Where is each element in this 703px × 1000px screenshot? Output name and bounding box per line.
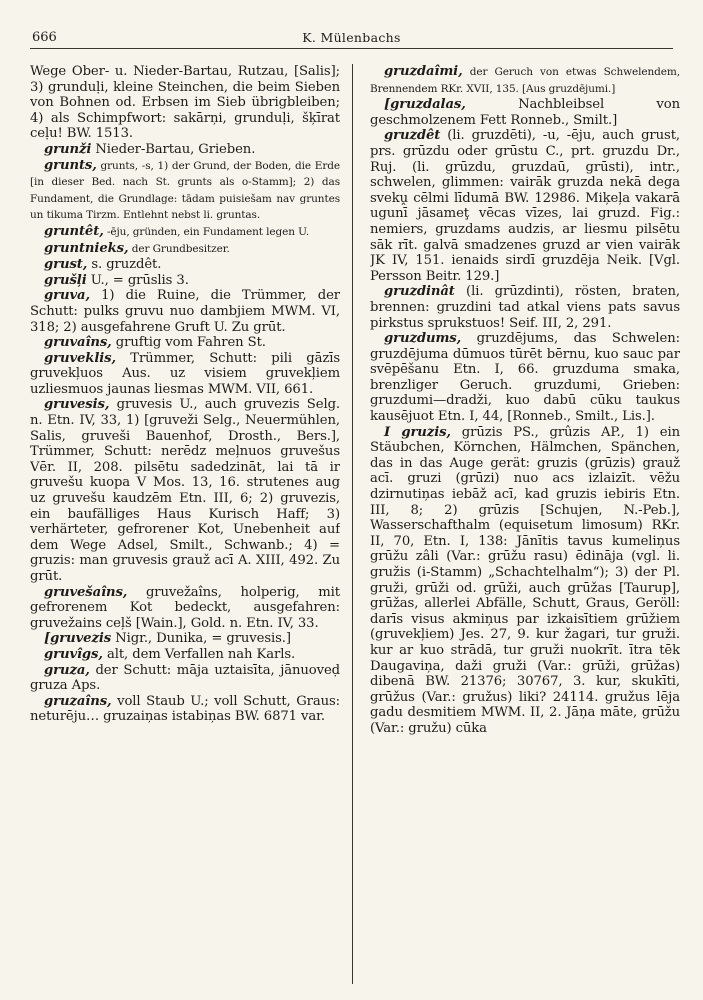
dictionary-entry (30, 694, 340, 725)
entry-headword: gruntêt, (44, 223, 104, 239)
dictionary-entry (370, 97, 680, 128)
dictionary-entry (30, 273, 340, 289)
entry-definition: s. gruzdêt. (87, 257, 162, 273)
entry-headword: grunts, (44, 157, 97, 173)
dictionary-entry (30, 142, 340, 158)
dictionary-entry (30, 631, 340, 647)
entry-headword: gruzdinât (384, 284, 455, 300)
entry-definition: Nigr., Dunika, = gruvesis.] (111, 631, 291, 647)
left-column (30, 64, 340, 984)
entry-definition: Trümmer, Schutt: pili gāzīs gruvekļuos Aus. uz visiem gruvekļiem uzliesmuos jaunas liesmas MWM. VII, 661. (30, 350, 340, 397)
dictionary-entry (30, 351, 340, 398)
entry-headword: gruvesis, (44, 397, 110, 413)
page-number: 666 (32, 30, 57, 45)
dictionary-entry (370, 284, 680, 331)
entry-definition: der Grundbesitzer. (128, 242, 230, 255)
entry-headword: gruzaîns, (44, 693, 112, 709)
entry-headword: gruvaîns, (44, 335, 112, 351)
dictionary-entry (30, 224, 340, 241)
entry-headword: gruza, (44, 662, 90, 678)
entry-definition: der Schutt: māja uztaisīta, jānuoveḍ gruza Aps. (30, 662, 340, 694)
dictionary-entry (30, 585, 340, 632)
entry-definition: gruvesis U., auch gruvezis Selg. n. Etn. IV, 33, 1) [gruveži Selg., Neuermühlen, Salis, gruveši Bauenhof, Drosth., Bers.], Trümmer, Schutt: nerēdz meļnuos gruvešus Vēr. II, 208. pilsētu sadedzināt, lai tā ir gruvešu kuopa V Mos. 13, 16. strutenes aug uz gruvešu kaudzēm Etn. III, 6; 2) gruvezis, ein baufälliges Haus Kurisch Haff; 3) verhärteter, gefrorener Kot, Unebenheit auf dem Wege Adsel, Smilt., Schwanb.; 4) = gruzis: man gruvesis grauž acī A. XIII, 492. Zu grūt. (30, 397, 340, 584)
entry-definition: Nachbleibsel von geschmolzenem Fett Ronneb., Smilt.] (370, 97, 680, 128)
dictionary-entry (30, 335, 340, 351)
column-divider (352, 64, 353, 984)
entry-headword: gruzdums, (384, 331, 462, 347)
entry-definition: -ēju, gründen, ein Fundament legen U. (103, 225, 310, 238)
entry-headword: [gruvezis (44, 631, 112, 647)
page-header (30, 26, 673, 49)
running-head: K. Mülenbachs (302, 30, 401, 45)
dictionary-entry (30, 397, 340, 584)
entry-definition: voll Staub U.; voll Schutt, Graus: neturēju… gruzaiņas istabiņas BW. 6871 var. (30, 693, 340, 725)
entry-definition: U., = grūslis 3. (86, 272, 189, 288)
dictionary-entry (30, 647, 340, 663)
entry-headword: grust, (44, 257, 88, 273)
dictionary-entry (30, 64, 340, 142)
entry-definition: (li. gruzdēti), -u, -ēju, auch grust, prs. grūzdu oder grūstu C., prt. gruzdu Dr., Ruj. (li. grūzdu, gruzdaū, grūsti), intr., schwelen, glimmen: vairāk gruzda nekā dega svekṷ cēlmi līdumā BW. 12986. Miķeļa vakarā ugunī jāsameţ vēcas vīzes, lai gruzd. Fig.: nemiers, gruzdams audzis, ar liesmu pilsētu sāk rīt. galvā smadzenes gruzd ar vien vairāk JK IV, 151. ienaids sirdī gruzdēja Neik. [Vgl. Persson Beitr. 129.] (370, 128, 680, 284)
dictionary-entry (370, 64, 680, 97)
dictionary-entry (30, 241, 340, 258)
dictionary-entry (30, 663, 340, 694)
entry-headword: gruntnieks, (44, 240, 129, 256)
entry-definition: alt, dem Verfallen nah Karls. (102, 646, 296, 662)
entry-headword: gruvîgs, (44, 646, 103, 662)
dictionary-entry (30, 257, 340, 273)
entry-definition: (li. grūzdinti), rösten, braten, brennen: gruzdini tad atkal viens pats savus pirkstus sprukstuos! Seif. III, 2, 291. (370, 284, 680, 331)
entry-headword: gruzdaîmi, (384, 64, 463, 79)
dictionary-entry (370, 425, 680, 737)
entry-definition: Wege Ober- u. Nieder-Bartau, Rutzau, [Salis]; 3) grunduḷi, kleine Steinchen, die beim Sieben von Bohnen od. Erbsen im Sieb übrigbleiben; 4) als Schimpfwort: sakārņi, grunduḷi, šķīrat ceḷu! BW. 1513. (30, 64, 340, 142)
entry-definition: gruftig vom Fahren St. (111, 335, 266, 351)
dictionary-entry (370, 128, 680, 284)
entry-headword: grušļi (44, 272, 87, 288)
entry-headword: I gruzis, (384, 424, 451, 440)
entry-headword: [gruzdalas, (384, 97, 466, 113)
dictionary-entry (30, 158, 340, 224)
entry-definition: 1) die Ruine, die Trümmer, der Schutt: pulks gruvu nuo dambjiem MWM. VI, 318; 2) ausgefahrene Gruft U. Zu grūt. (30, 288, 340, 335)
entry-definition: der Geruch von etwas Schwelendem, Brennendem RKr. XVII, 135. [Aus gruzdējumi.] (370, 66, 680, 95)
entry-definition: Nieder-Bartau, Grieben. (91, 141, 256, 157)
entry-headword: gruva, (44, 288, 90, 304)
right-column (370, 64, 680, 984)
entry-definition: grunts, -s, 1) der Grund, der Boden, die Erde [in dieser Bed. nach St. grunts als o-Stamm]; 2) das Fundament, die Grundlage: tādam puisiešam nav gruntes un tikuma Tirzm. Entlehnt nebst li. gruntas. (30, 159, 340, 222)
dictionary-entry (370, 331, 680, 425)
entry-headword: gruzdêt (384, 128, 441, 144)
entry-headword: gruvešaîns, (44, 584, 128, 600)
entry-definition: gruvežaîns, holperig, mit gefrorenem Kot bedeckt, ausgefahren: gruvežains ceļš [Wain.], Gold. n. Etn. IV, 33. (30, 584, 340, 631)
entry-headword: gruveklis, (44, 350, 116, 366)
entry-headword: grunži (44, 141, 92, 157)
dictionary-entry (30, 288, 340, 335)
entry-definition: grūzis PS., grûzis AP., 1) ein Stäubchen, Körnchen, Hälmchen, Spänchen, das in das Auge gerät: gruzis (grūzis) grauž acī. gruzi (grūzi) nuo acs izlaizīt. vēžu dzirnutiņas iebāž acī, kad gruzis iebiris Etn. III, 8; 2) grūzis [Schujen, N.-Peb.], Wasserschafthalm (equisetum limosum) RKr. II, 70, Etn. I, 138: Jānītis tavus kumeliņus grūžu zâli (Var.: grūžu rasu) ēdināja (vgl. li. gružis (i-Stamm) „Schachtelhalm“); 3) der Pl. gruži, grūži od. grūži, auch grūžas [Taurup], grūžas, allerlei Abfälle, Schutt, Graus, Geröll: darīs visus akmiņus par izkaisītiem grūžiem (gruvekļiem) Jes. 27, 9. kur žagari, tur gruži. kur ar kuo strādā, tur gruži nuokrīt. ītra tēk Daugaviņa, daži gruži (Var.: grūži, grūžas) dibenā BW. 21376; 30767, 3. kur, skukīti, grūžus (Var.: gružus) liki? 24114. gružus lēja gadu desmitiem MWM. II, 2. Jāņa māte, grūžu (Var.: gružu) cūka (370, 424, 680, 736)
entry-definition: gruzdējums, das Schwelen: gruzdējuma dūmuos tūrēt bērnu, kuo sauc par svēpēšanu Etn. I, 66. gruzduma smaka, brenzliger Geruch. gruzdumi, Grieben: gruzdumi—dradži, kuo dabū cūku taukus kausējuot Etn. I, 44, [Ronneb., Smilt., Lis.]. (370, 331, 680, 425)
